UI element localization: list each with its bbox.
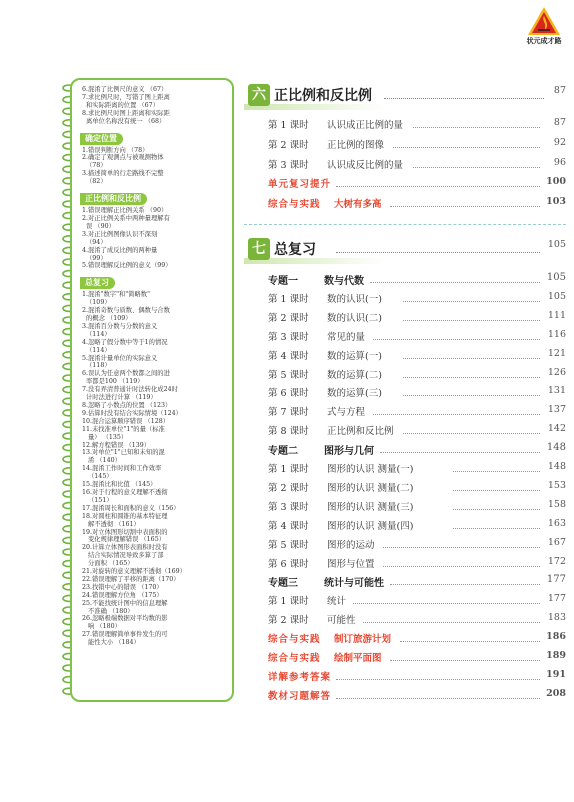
list-item[interactable]: 8.忽略了小数点的位置 （123） — [82, 402, 172, 409]
publisher-logo — [520, 6, 568, 46]
toc-title: 图形的认识 测量(二) — [327, 482, 414, 494]
list-item[interactable]: 2.确定了观测点与被观测物体 （78） — [82, 154, 164, 170]
leader-dots — [336, 186, 540, 187]
toc-page-number: 167 — [547, 536, 566, 548]
leader-dots — [403, 320, 540, 321]
leader-dots — [453, 471, 540, 472]
leader-dots — [383, 547, 540, 548]
toc-title: 统计与可能性 — [324, 578, 384, 590]
list-item[interactable]: 26.忽略极端数据对平均数的影 响 （180） — [82, 615, 168, 631]
notes-card — [70, 78, 234, 702]
toc-page-number: 105 — [547, 290, 566, 302]
list-item[interactable]: 14.混淆工作时间和工作效率 （145） — [82, 465, 162, 481]
toc-row[interactable] — [268, 688, 566, 702]
toc-page-number: 126 — [547, 366, 566, 378]
leader-dots — [336, 679, 540, 680]
list-item[interactable]: 16.对于行程的意义理解不透彻 （151） — [82, 488, 168, 504]
list-item[interactable]: 6.误认为任意两个数都之间的进 率都是100 （119） — [82, 370, 170, 386]
toc-title: 数的运算(三) — [327, 388, 382, 400]
toc-label: 综合与实践 — [268, 653, 321, 664]
toc-page-number: 177 — [546, 574, 566, 586]
toc-row[interactable] — [268, 367, 566, 381]
list-item[interactable]: 1.混淆"数字"和"简略数" （109） — [82, 291, 150, 307]
toc-title: 绘制平面图 — [334, 653, 382, 664]
leader-dots — [370, 282, 540, 283]
toc-label: 第 3 课时 — [268, 159, 309, 171]
toc-row[interactable] — [268, 537, 566, 551]
toc-title: 正比例的图像 — [327, 139, 385, 151]
toc-label: 第 1 课时 — [268, 120, 309, 131]
toc-label: 第 4 课时 — [268, 350, 309, 362]
section-heading: 总复习 — [80, 277, 115, 289]
toc-row[interactable] — [268, 480, 566, 494]
toc-page-number: 148 — [546, 442, 566, 454]
list-item[interactable]: 11.未找准单位"1"的量（标准 量） （135） — [82, 425, 165, 441]
toc-label: 第 2 课时 — [268, 139, 309, 151]
toc-topic-row[interactable] — [268, 574, 566, 588]
leader-dots — [403, 301, 540, 302]
leader-dots — [373, 339, 540, 340]
list-item[interactable]: 9.估算时没有结合实际情境（124） — [82, 409, 182, 417]
toc-title: 数的运算(二) — [327, 369, 382, 381]
leader-dots — [373, 414, 540, 415]
toc-row[interactable] — [268, 650, 566, 664]
leader-dots — [336, 698, 540, 699]
toc-page-number: 105 — [546, 272, 566, 283]
toc-label: 专题三 — [268, 578, 298, 590]
toc-row[interactable] — [268, 117, 566, 131]
list-item[interactable]: 23.找错中心的错误 （170） — [82, 583, 163, 591]
leader-dots — [453, 490, 540, 491]
toc-title: 认识成反比例的量 — [327, 159, 404, 171]
toc-label: 专题一 — [268, 276, 298, 287]
chapter-6-heading[interactable] — [244, 84, 566, 110]
leader-dots — [390, 584, 540, 585]
toc-title: 常见的量 — [327, 331, 366, 343]
toc-page-number: 121 — [547, 347, 566, 359]
toc-row[interactable] — [268, 499, 566, 513]
chapter-7-heading[interactable] — [244, 238, 566, 264]
toc-title: 认识成正比例的量 — [327, 120, 404, 131]
toc-row[interactable] — [268, 461, 566, 475]
toc-row[interactable] — [268, 518, 566, 532]
list-item[interactable]: 2.混淆奇数与质数、偶数与合数 的概念 （109） — [82, 307, 170, 323]
error-notes-panel — [60, 74, 234, 706]
toc-label: 第 1 课时 — [268, 464, 309, 475]
toc-label: 综合与实践 — [268, 199, 321, 211]
toc-page-number: 163 — [547, 517, 566, 529]
chapter-title: 正比例和反比例 — [274, 88, 372, 104]
toc-page-number: 142 — [547, 423, 566, 435]
error-notes-list — [82, 86, 218, 647]
leader-dots — [413, 167, 540, 168]
list-item[interactable]: 22.错误理解了平移的距离（170） — [82, 575, 180, 583]
toc-label: 第 1 课时 — [268, 293, 309, 305]
list-item[interactable]: 13.对单位"1"已知和未知的混 淆 （140） — [82, 449, 165, 465]
list-item[interactable]: 19.对立体图形切割中表面积的 变化规律理解错误 （165） — [82, 528, 168, 544]
toc-page-number: 153 — [547, 479, 566, 491]
leader-dots — [353, 603, 540, 604]
toc-label: 第 8 课时 — [268, 426, 309, 438]
toc-page-number: 158 — [547, 498, 566, 510]
logo-text: 状元成才路 — [526, 37, 562, 45]
list-item[interactable]: 7.没有弄清普通计时法转化成24时 计时法进行计算 （119） — [82, 386, 178, 402]
toc-title: 式与方程 — [327, 407, 366, 419]
list-item[interactable]: 15.混淆比和比值 （145） — [82, 481, 157, 489]
leader-dots — [393, 147, 540, 148]
toc-page-number: 131 — [547, 385, 566, 397]
list-item[interactable]: 10.混合运算顺序错误 （128） — [82, 417, 170, 425]
toc-label: 专题二 — [268, 446, 298, 458]
leader-dots — [390, 206, 540, 207]
leader-dots — [363, 622, 540, 623]
leader-dots — [336, 244, 540, 253]
leader-dots — [403, 395, 540, 396]
toc-title: 图形的认识 测量(一) — [327, 464, 414, 475]
toc-page-number: 191 — [546, 668, 566, 680]
leader-dots — [403, 377, 540, 378]
section-heading: 确定位置 — [80, 133, 123, 145]
toc-row[interactable] — [268, 669, 566, 683]
list-item[interactable]: 24.错误理解方位角 （175） — [82, 591, 163, 599]
toc-label: 第 5 课时 — [268, 539, 309, 551]
list-item[interactable]: 17.混淆周长和面积的意义（156） — [82, 504, 180, 512]
chapter-page: 87 — [553, 85, 566, 96]
toc-page-number: 87 — [553, 117, 566, 128]
toc-title: 数的运算(一) — [327, 350, 382, 362]
list-item[interactable]: 27.错误理解简单事件发生的可 能性大小 （184） — [82, 631, 168, 647]
toc-row[interactable] — [268, 593, 566, 607]
chapter-page: 105 — [547, 239, 566, 250]
toc-row[interactable] — [268, 612, 566, 626]
leader-dots — [403, 358, 540, 359]
toc-title: 图形的认识 测量(三) — [327, 501, 414, 513]
toc-label: 单元复习提升 — [268, 179, 332, 191]
list-item[interactable]: 4.忽略了假分数中等于1的情况 （114） — [82, 338, 168, 354]
chapter-number: 七 — [248, 238, 270, 260]
toc-page-number: 111 — [547, 309, 566, 321]
list-item[interactable]: 18.对圆柱和圆锥的基本特征理 解不透彻 （161） — [82, 512, 168, 528]
toc-page-number: 137 — [547, 404, 566, 416]
toc-label: 第 3 课时 — [268, 501, 309, 513]
toc-title: 正比例和反比例 — [327, 426, 394, 438]
leader-dots — [383, 566, 540, 567]
toc-row[interactable] — [268, 348, 566, 362]
toc-page-number: 189 — [546, 650, 566, 661]
toc-topic-row[interactable] — [268, 272, 566, 286]
flame-star-emblem-icon — [527, 6, 561, 36]
toc-label: 第 2 课时 — [268, 482, 309, 494]
list-item[interactable]: 5.错误理解反比例的意义（99） — [82, 262, 172, 270]
toc-row[interactable] — [268, 423, 566, 437]
toc-row[interactable] — [268, 329, 566, 343]
toc-label: 第 6 课时 — [268, 388, 309, 400]
list-item[interactable]: 6.混淆了比例尺的意义 （67） — [82, 86, 168, 93]
toc-title: 大树有多高 — [334, 199, 382, 211]
toc-title: 可能性 — [327, 615, 356, 627]
toc-page-number: 148 — [547, 461, 566, 472]
chapter-number: 六 — [248, 84, 270, 106]
toc-label: 第 2 课时 — [268, 312, 309, 324]
toc-label: 第 7 课时 — [268, 407, 309, 419]
toc-title: 数的认识(一) — [327, 293, 382, 305]
toc-page-number: 96 — [553, 156, 566, 168]
toc-page-number: 172 — [547, 555, 566, 567]
leader-dots — [453, 528, 540, 529]
list-item[interactable]: 12.解方程错误 （139） — [82, 441, 151, 449]
toc-topic-row[interactable] — [268, 442, 566, 456]
toc-label: 第 4 课时 — [268, 520, 309, 532]
list-item[interactable]: 3.描述简单的行走路线不完整 （82） — [82, 170, 164, 186]
toc-page-number: 116 — [547, 328, 566, 340]
toc-title: 图形与几何 — [324, 446, 374, 458]
toc-title: 制订旅游计划 — [334, 634, 392, 646]
list-item[interactable]: 5.混淆计量单位的实际意义 （118） — [82, 354, 158, 370]
toc-label: 第 5 课时 — [268, 369, 309, 381]
toc-row[interactable] — [268, 404, 566, 418]
toc-row[interactable] — [268, 196, 566, 210]
list-item[interactable]: 3.混淆百分数与分数的意义 （114） — [82, 322, 158, 338]
toc-title: 图形的认识 测量(四) — [327, 520, 414, 532]
list-item[interactable]: 1.错误理解正比例关系 （90） — [82, 207, 168, 215]
toc-title: 数的认识(二) — [327, 312, 382, 324]
leader-dots — [400, 641, 540, 642]
toc-title: 图形的运动 — [327, 539, 375, 551]
section-divider — [244, 224, 566, 225]
toc-page-number: 208 — [546, 687, 566, 699]
leader-dots — [453, 509, 540, 510]
toc-page-number: 183 — [547, 612, 566, 624]
toc-row[interactable] — [268, 385, 566, 399]
toc-label: 第 3 课时 — [268, 331, 309, 343]
toc-page-number: 177 — [547, 593, 566, 605]
list-item[interactable]: 4.混淆了成反比例的两种量 （99） — [82, 246, 158, 262]
toc-page-number: 100 — [546, 176, 566, 188]
leader-dots — [413, 127, 540, 128]
list-item[interactable]: 7.求比例尺时，写错了图上距离 和实际距离的位置 （67） — [82, 93, 170, 109]
toc-label: 详解参考答案 — [268, 671, 332, 683]
toc-label: 第 6 课时 — [268, 558, 309, 570]
toc-title: 统计 — [327, 596, 347, 608]
leader-dots — [403, 433, 540, 434]
section-heading: 正比例和反比例 — [80, 193, 147, 205]
list-item[interactable]: 1.错误判断方向 （78） — [82, 146, 149, 154]
toc-title: 图形与位置 — [327, 558, 375, 570]
toc-row[interactable] — [268, 310, 566, 324]
list-item[interactable]: 25.不能找统计图中的信息理解 不准确 （180） — [82, 599, 168, 615]
toc-row[interactable] — [268, 137, 566, 151]
toc-title: 数与代数 — [324, 276, 364, 287]
leader-dots — [380, 452, 540, 453]
leader-dots — [384, 90, 544, 99]
toc-row[interactable] — [268, 291, 566, 305]
toc-row[interactable] — [268, 556, 566, 570]
toc-page-number: 186 — [546, 631, 566, 643]
toc-row[interactable] — [268, 176, 566, 190]
toc-row[interactable] — [268, 157, 566, 171]
toc-label: 教材习题解答 — [268, 690, 332, 702]
toc-page-number: 92 — [553, 136, 566, 148]
toc-label: 第 1 课时 — [268, 596, 309, 608]
list-item[interactable]: 8.求比例尺时图上距离和实际距 离单位名称没有统一 （68） — [82, 109, 170, 125]
list-item[interactable]: 2.对正比例关系中两种量理解有 误 （90） — [82, 214, 170, 230]
leader-dots — [390, 660, 540, 661]
list-item[interactable]: 20.计算立体图形表面积时没有 结合实际情况导致多算了部 分面积 （165） — [82, 544, 168, 568]
list-item[interactable]: 21.对旋转的意义理解不透彻（169） — [82, 568, 186, 576]
toc-row[interactable] — [268, 631, 566, 645]
toc-label: 第 2 课时 — [268, 615, 309, 627]
chapter-title: 总复习 — [274, 242, 316, 258]
toc-page-number: 103 — [546, 196, 566, 208]
list-item[interactable]: 3.对正比例图像认识不深刻 （94） — [82, 230, 158, 246]
toc-label: 综合与实践 — [268, 634, 321, 646]
